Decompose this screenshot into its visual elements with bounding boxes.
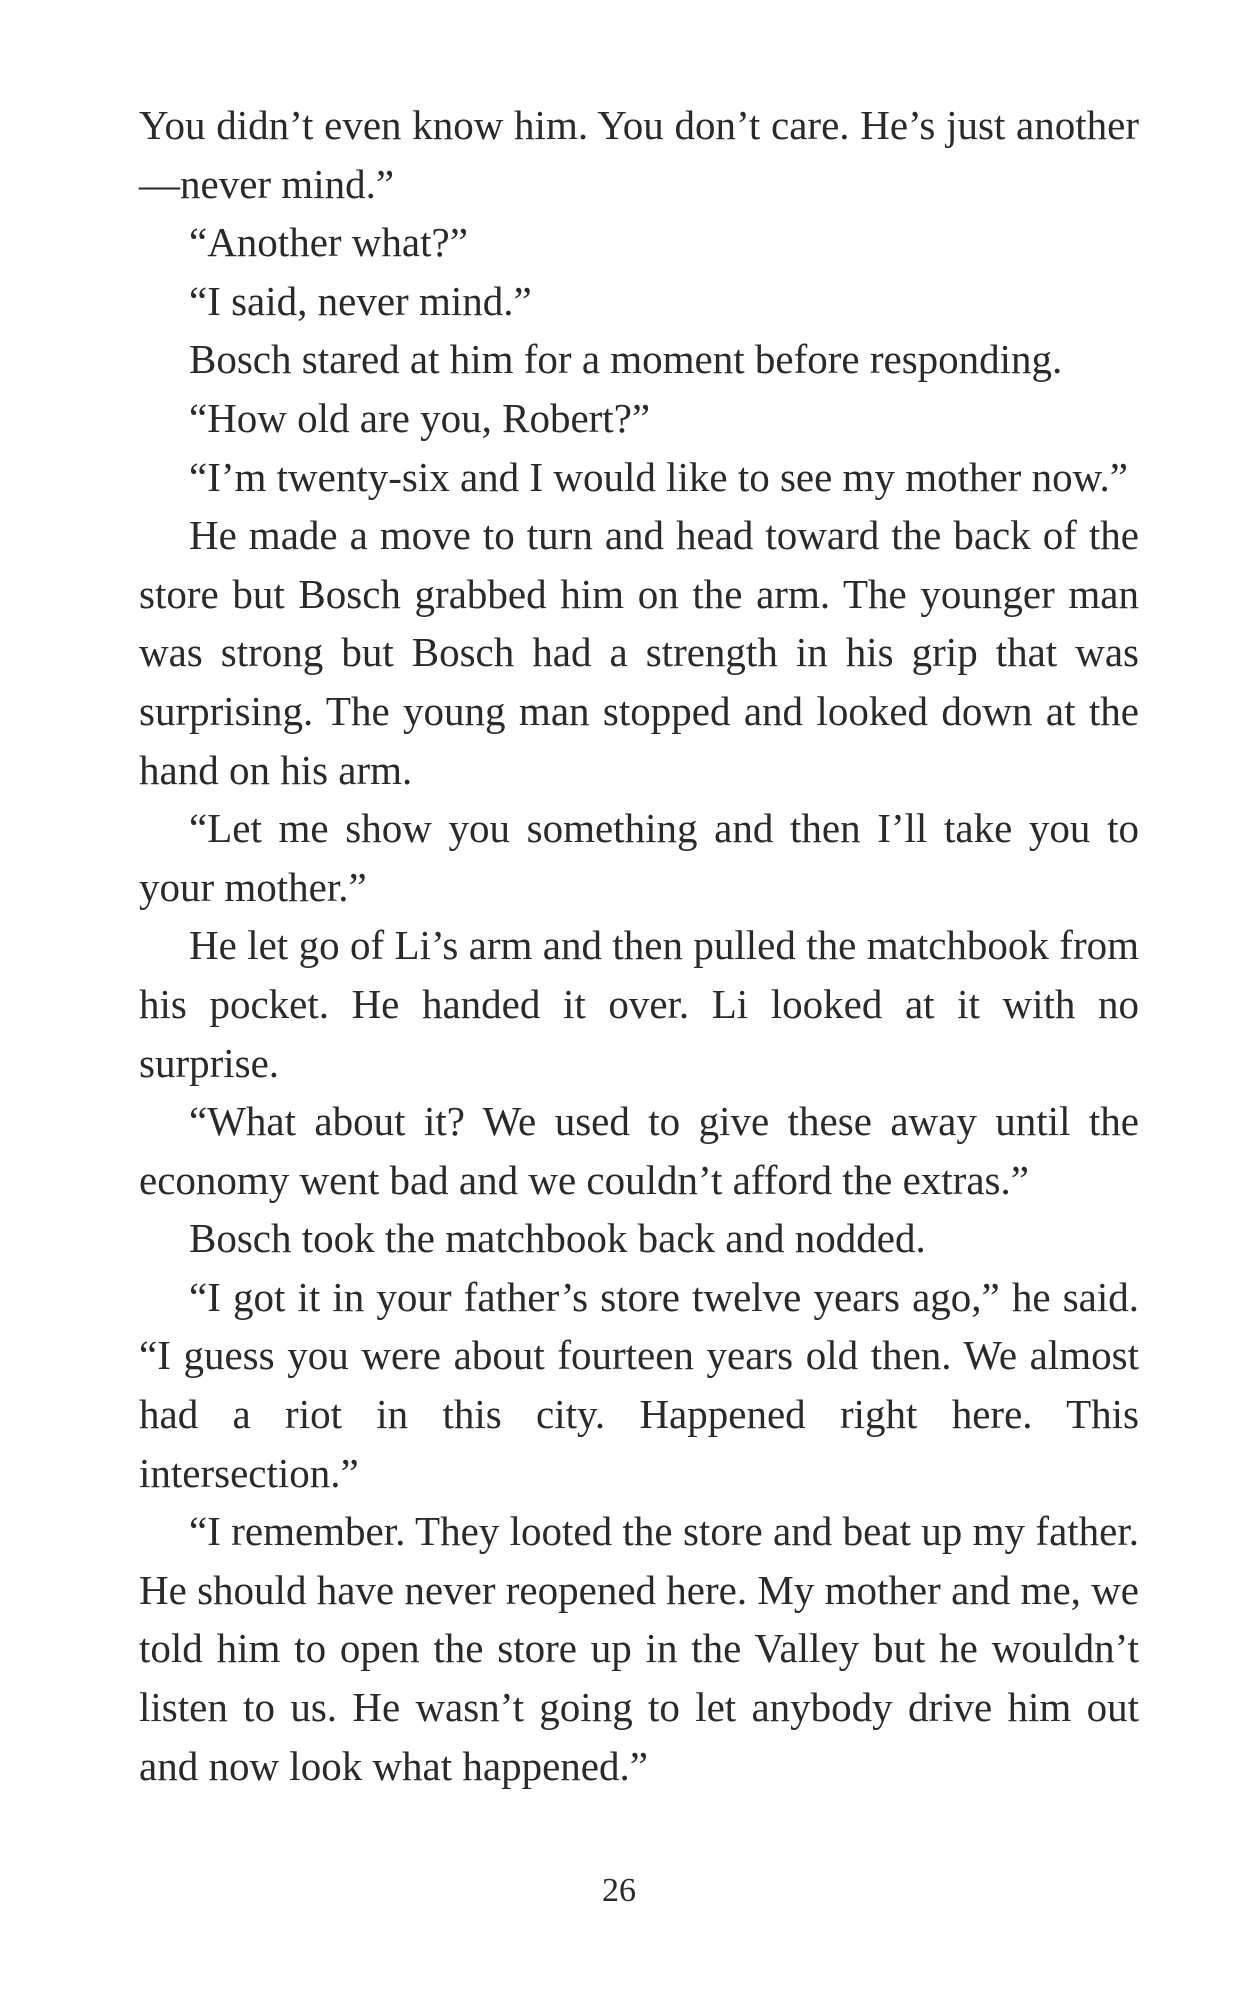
body-text	[139, 96, 1139, 1795]
paragraph: “Let me show you something and then I’ll take you to your mother.”	[139, 805, 1139, 910]
paragraph: “I’m twenty-six and I would like to see my mother now.”	[189, 453, 1128, 500]
paragraph: He made a move to turn and head toward the back of the store but Bosch grabbed him on the arm. The younger man was strong but Bosch had a strength in his grip that was surprising. The young man stopped and looked down at the hand on his arm.	[139, 512, 1139, 793]
paragraph: Bosch stared at him for a moment before responding.	[189, 336, 1063, 383]
paragraph: “I got it in your father’s store twelve years ago,” he said. “I guess you were about fourteen years old then. We almost had a riot in this city. Happened right here. This intersection.”	[139, 1273, 1139, 1496]
paragraph: “I remember. They looted the store and beat up my father. He should have never reopened here. My mother and me, we told him to open the store up in the Valley but he wouldn’t listen to us. He wasn’t going to let anybody drive him out and now look what happened.”	[139, 1508, 1139, 1789]
paragraph: He let go of Li’s arm and then pulled the matchbook from his pocket. He handed it over. Li looked at it with no surprise.	[139, 922, 1139, 1086]
paragraph: “Another what?”	[189, 219, 468, 266]
paragraph: “What about it? We used to give these away until the economy went bad and we couldn’t afford the extras.”	[139, 1098, 1139, 1203]
paragraph: “I said, never mind.”	[189, 277, 532, 324]
page-number: 26	[602, 1872, 636, 1909]
paragraph: Bosch took the matchbook back and nodded.	[189, 1215, 926, 1262]
paragraph: “How old are you, Robert?”	[189, 394, 651, 441]
paragraph: You didn’t even know him. You don’t care. He’s just another—never mind.”	[139, 102, 1139, 207]
